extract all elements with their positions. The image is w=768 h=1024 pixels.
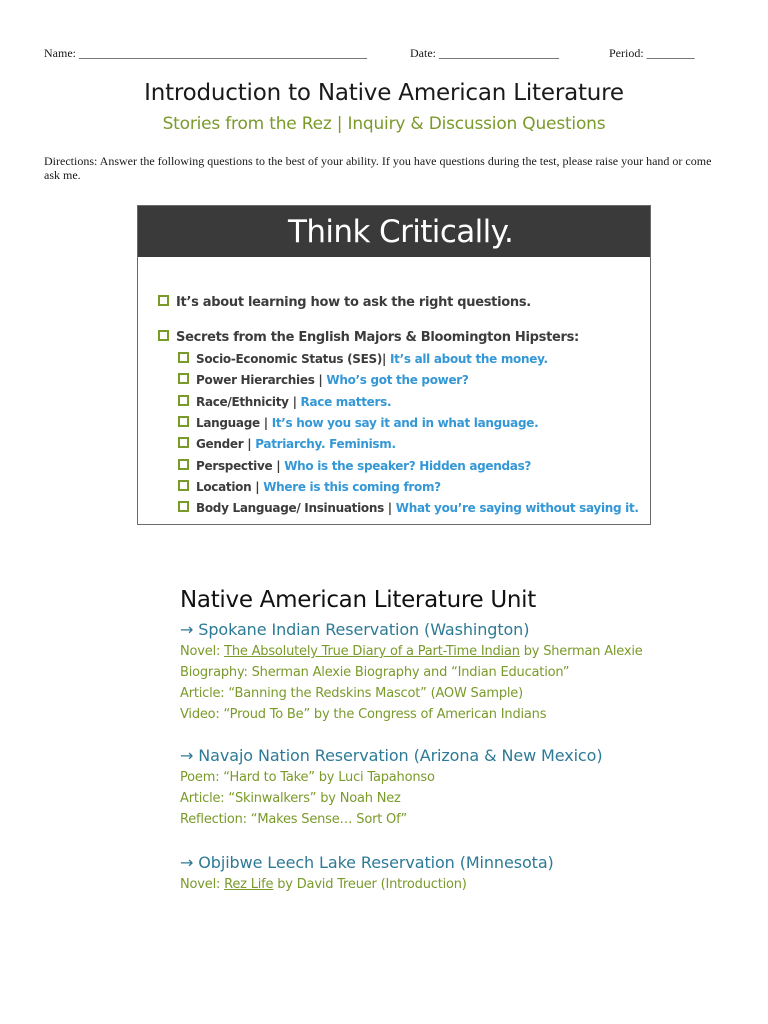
section-item [180,707,546,722]
slide-subitem [178,501,639,515]
item-text: Poem: “Hard to Take” by Luci Tapahonso [180,770,435,785]
slide-subitem [178,437,396,451]
slide-subitem [178,459,531,473]
section-heading: → Objibwe Leech Lake Reservation (Minnesota) [180,853,554,872]
slide-header-bar [138,206,650,257]
section-item [180,665,569,680]
square-bullet-icon [158,330,169,341]
square-bullet-icon [178,501,189,512]
slide-subitem [178,373,469,387]
square-bullet-icon [178,480,189,491]
item-text: Article: “Skinwalkers” by Noah Nez [180,791,401,806]
section-item [180,686,523,701]
directions-text: Directions: Answer the following questions to the best of your ability. If you have questions during the test, please raise your hand or come ask me. [44,154,712,182]
item-text: Article: “Banning the Redskins Mascot” (AOW Sample) [180,686,523,701]
square-bullet-icon [158,295,169,306]
student-info-line [44,46,724,64]
slide-subitem [178,416,538,430]
section-heading: → Spokane Indian Reservation (Washington) [180,620,530,639]
subitem-note: Who’s got the power? [326,373,469,388]
subitem-label: Location | [196,479,264,494]
section-item [180,812,407,827]
subitem-note: Patriarchy. Feminism. [255,437,396,452]
subitem-note: What you’re saying without saying it. [395,501,639,516]
square-bullet-icon [178,352,189,363]
slide-title: Think Critically. [288,214,514,250]
date-field: Date: ____________________ [410,46,559,60]
subitem-note: Where is this coming from? [263,479,441,494]
section-item [180,644,643,659]
slide-subitem [178,395,391,409]
square-bullet-icon [178,395,189,406]
subitem-label: Socio-Economic Status (SES)| [196,352,390,366]
item-text: Reflection: “Makes Sense… Sort Of” [180,812,407,827]
subitem-note: It’s how you say it and in what language. [271,415,539,430]
item-text: Video: “Proud To Be” by the Congress of American Indians [180,707,547,722]
subitem-note: It’s all about the money. [389,352,548,366]
slide-bullet [158,330,579,345]
section-heading: → Navajo Nation Reservation (Arizona & New Mexico) [180,746,603,765]
section-item [180,877,467,892]
square-bullet-icon [178,416,189,427]
slide-bullet [158,295,531,310]
subitem-note: Who is the speaker? Hidden agendas? [284,458,532,473]
page-subtitle: Stories from the Rez | Inquiry & Discussion Questions [162,114,606,134]
subitem-label: Race/Ethnicity | [196,394,301,409]
slide-subitem [178,352,548,366]
think-critically-slide [137,205,651,525]
square-bullet-icon [178,437,189,448]
item-text: Biography: Sherman Alexie Biography and “Indian Education” [180,665,570,680]
section-item [180,791,401,806]
subitem-label: Perspective | [196,458,285,473]
square-bullet-icon [178,459,189,470]
section-item [180,770,435,785]
subitem-note: Race matters. [300,394,392,409]
period-field: Period: ________ [609,46,695,60]
subitem-label: Gender | [196,437,256,452]
name-field: Name: ________________________________________________ [44,46,367,60]
square-bullet-icon [178,373,189,384]
unit-title: Native American Literature Unit [180,587,536,613]
slide-bullet-text: Secrets from the English Majors & Bloomington Hipsters: [176,330,579,345]
item-title-underlined: Rez Life [224,877,274,892]
subitem-label: Body Language/ Insinuations | [196,501,396,516]
slide-subitem [178,480,441,494]
item-title-underlined: The Absolutely True Diary of a Part-Time Indian [224,644,520,659]
item-text: by David Treuer (Introduction) [273,877,467,892]
page-title: Introduction to Native American Literature [144,80,624,106]
subitem-label: Power Hierarchies | [196,373,327,388]
item-text: by Sherman Alexie [519,644,643,659]
slide-bullet-text: It’s about learning how to ask the right questions. [176,295,531,310]
item-text: Novel: [180,644,225,659]
subitem-label: Language | [196,415,272,430]
item-text: Novel: [180,877,225,892]
